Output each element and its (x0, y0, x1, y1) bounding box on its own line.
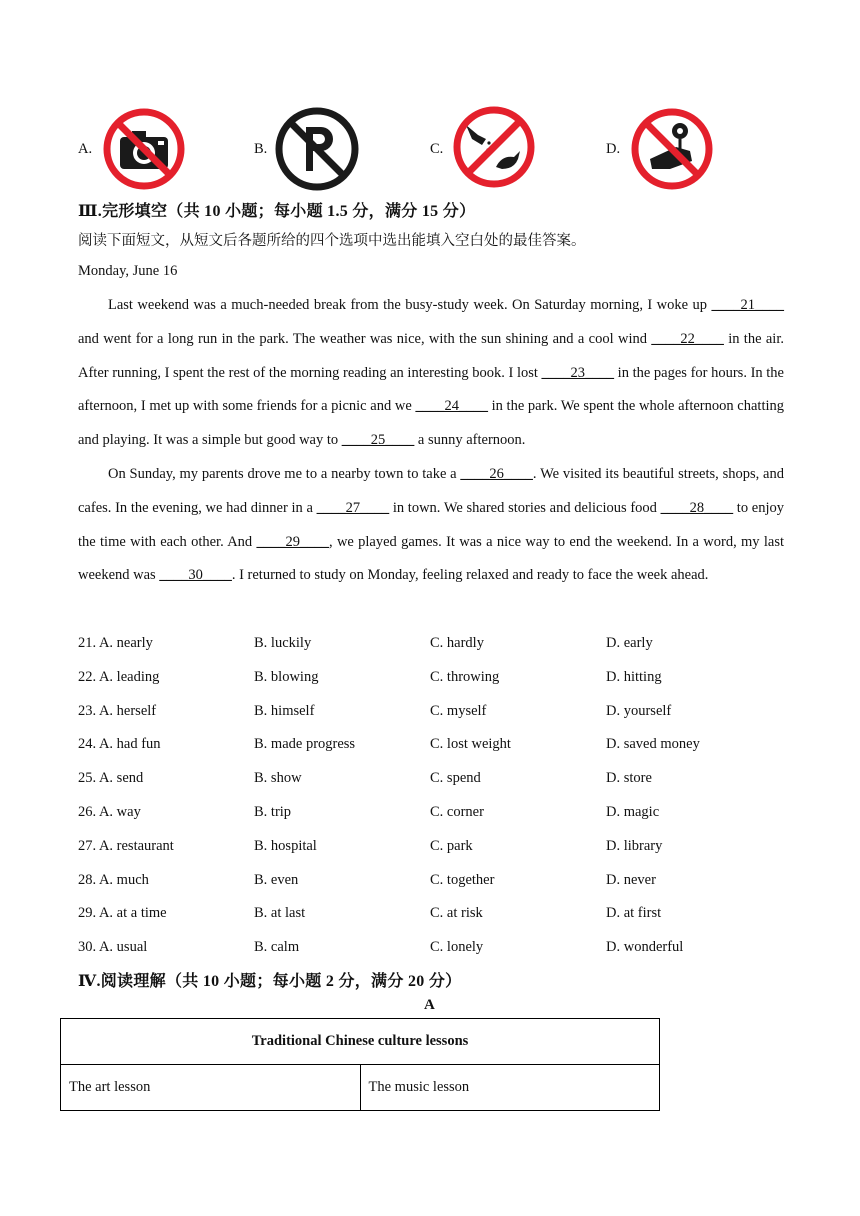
question-22-option-a: 22. A. leading (78, 668, 160, 685)
question-30-option-a: 30. A. usual (78, 939, 148, 956)
table-row (61, 1065, 660, 1111)
question-27-option-b: B. hospital (254, 837, 317, 854)
question-28-option-b: B. even (254, 871, 299, 888)
section-4-title: Ⅳ.阅读理解（共 10 小题；每小题 2 分，满分 20 分） (78, 973, 462, 990)
no-feeding-birds-icon (452, 105, 536, 189)
question-26-option-c: C. corner (430, 804, 484, 820)
passage-text: a sunny afternoon. (414, 432, 526, 449)
question-25-option-c: C. spend (430, 770, 481, 787)
question-25-option-b: B. show (254, 770, 302, 787)
sign-c-label: C. (430, 141, 444, 157)
question-30-option-c: C. lonely (430, 939, 484, 956)
question-21-option-d: D. early (606, 635, 653, 651)
table-header: Traditional Chinese culture lessons (61, 1019, 660, 1065)
blank-24: ____24____ (415, 398, 488, 415)
question-29-option-c: C. at risk (430, 905, 483, 922)
question-22-option-d: D. hitting (606, 668, 662, 685)
passage-text: Last weekend was a much-needed break from the busy-study week. On Saturday morning, I woke up (108, 297, 712, 313)
passage-text: in town. We shared stories and delicious food (389, 499, 661, 516)
question-28-option-a: 28. A. much (78, 871, 149, 888)
passage-text: in the pages for hours. In the afternoon, I met up with some friends for a picnic and we (78, 364, 784, 415)
question-25-option-d: D. store (606, 770, 652, 787)
question-25-option-a: 25. A. send (78, 770, 144, 787)
question-26-option-b: B. trip (254, 804, 292, 820)
sign-a-label: A. (78, 141, 93, 157)
blank-29: ____29____ (256, 533, 329, 550)
question-27-option-a: 27. A. restaurant (78, 837, 174, 854)
passage-paragraph-1 (78, 289, 784, 458)
question-23-option-b: B. himself (254, 702, 315, 719)
passage-text: and went for a long run in the park. The weather was nice, with the sun shining and a cool wind (78, 330, 652, 347)
question-21-option-b: B. luckily (254, 635, 312, 651)
question-22-option-c: C. throwing (430, 668, 500, 685)
question-27-option-d: D. library (606, 837, 663, 854)
question-30-option-b: B. calm (254, 939, 300, 956)
question-26-option-d: D. magic (606, 804, 660, 820)
question-24-option-b: B. made progress (254, 736, 356, 753)
part-label: A (424, 997, 435, 1013)
passage-date: Monday, June 16 (78, 263, 178, 279)
question-24-option-d: D. saved money (606, 736, 700, 753)
question-24-option-a: 24. A. had fun (78, 736, 161, 753)
passage-text: in the air. After running, I spent the rest of the morning reading an interesting book. I lost (78, 330, 784, 381)
section-3-instruction: 阅读下面短文，从短文后各题所给的四个选项中选出能填入空白处的最佳答案。 (78, 233, 586, 249)
culture-lessons-table (60, 1018, 660, 1111)
no-picking-flowers-icon (630, 107, 714, 191)
question-28-option-c: C. together (430, 871, 495, 888)
question-22-option-b: B. blowing (254, 668, 319, 685)
question-27-option-c: C. park (430, 837, 473, 854)
table-row (61, 1019, 660, 1065)
no-camera-icon (102, 107, 186, 191)
table-cell-music: The music lesson (360, 1065, 660, 1111)
sign-d-label: D. (606, 141, 621, 157)
question-23-option-a: 23. A. herself (78, 702, 157, 719)
question-29-option-b: B. at last (254, 905, 306, 922)
passage-text: , we played games. It was a nice way to end the weekend. In a word, my last weekend was (78, 533, 784, 584)
question-28-option-d: D. never (606, 871, 656, 888)
question-21-option-a: 21. A. nearly (78, 635, 153, 651)
blank-22: ____22____ (651, 330, 724, 347)
question-21-option-c: C. hardly (430, 635, 484, 651)
question-29-option-a: 29. A. at a time (78, 905, 167, 922)
blank-25: ____25____ (341, 432, 415, 449)
passage-text: . We visited its beautiful streets, shops, and cafes. In the evening, we had dinner in a (78, 466, 784, 516)
blank-23: ____23____ (541, 364, 615, 381)
blank-27: ____27____ (316, 499, 390, 516)
question-24-option-c: C. lost weight (430, 736, 511, 753)
question-30-option-d: D. wonderful (606, 939, 684, 956)
blank-26: ____26____ (460, 466, 533, 482)
blank-28: ____28____ (660, 499, 734, 516)
question-23-option-d: D. yourself (606, 702, 672, 719)
question-23-option-c: C. myself (430, 702, 487, 719)
passage-text: . I returned to study on Monday, feeling relaxed and ready to face the week ahead. (231, 567, 709, 584)
table-cell-art: The art lesson (61, 1065, 361, 1111)
question-26-option-a: 26. A. way (78, 804, 141, 820)
section-3-title: Ⅲ.完形填空（共 10 小题；每小题 1.5 分，满分 15 分） (78, 203, 476, 220)
blank-21: ____21____ (711, 297, 784, 313)
sign-b-label: B. (254, 141, 268, 157)
passage-text: in the park. We spent the whole afternoon chatting and playing. It was a simple but good way to (78, 398, 784, 449)
blank-30: ____30____ (159, 567, 232, 584)
passage-text: On Sunday, my parents drove me to a nearby town to take a (108, 466, 461, 482)
question-29-option-d: D. at first (606, 905, 662, 922)
no-parking-icon (275, 107, 359, 191)
passage-text: to enjoy the time with each other. And (78, 499, 784, 550)
passage-paragraph-2 (78, 458, 784, 593)
